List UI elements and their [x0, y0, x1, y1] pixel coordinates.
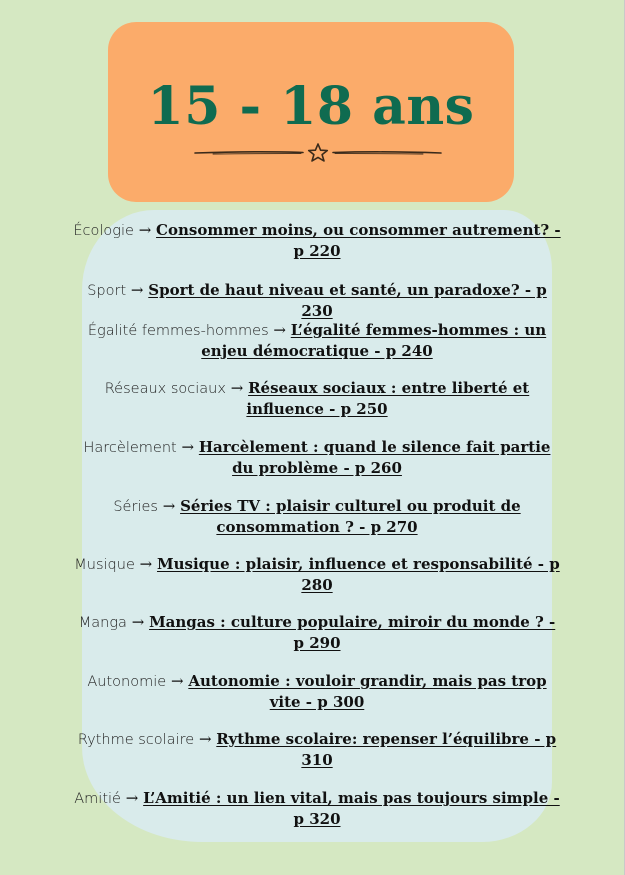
arrow-icon: →: [162, 497, 176, 515]
topic-link[interactable]: Mangas : culture populaire, miroir du monde ? - p 290: [149, 613, 556, 652]
title-banner: [108, 22, 514, 202]
page-title: 15 - 18 ans: [147, 76, 475, 137]
star-divider-icon: [193, 141, 443, 165]
list-item: [72, 496, 562, 537]
topic-link[interactable]: Musique : plaisir, influence et responsabilité - p 280: [157, 555, 560, 594]
arrow-icon: →: [131, 613, 145, 631]
list-item: [72, 671, 562, 712]
topic-label: Séries: [113, 499, 158, 515]
topic-label: Rythme scolaire: [77, 732, 195, 748]
arrow-icon: →: [125, 789, 139, 807]
topic-label: Manga: [78, 615, 127, 631]
arrow-icon: →: [138, 221, 152, 239]
topic-link[interactable]: Consommer moins, ou consommer autrement? - p 220: [156, 221, 561, 260]
topic-link[interactable]: Réseaux sociaux : entre liberté et influence - p 250: [246, 379, 530, 418]
list-item: [72, 612, 562, 653]
topic-label: Écologie: [73, 223, 134, 239]
topic-link[interactable]: Autonomie : vouloir grandir, mais pas trop vite - p 300: [188, 672, 547, 711]
list-item: [72, 378, 562, 419]
topic-label: Musique: [74, 557, 135, 573]
arrow-icon: →: [198, 730, 212, 748]
list-item: [72, 280, 562, 321]
topic-link[interactable]: L’Amitié : un lien vital, mais pas toujours simple - p 320: [143, 789, 560, 828]
list-item: [72, 437, 562, 478]
arrow-icon: →: [130, 281, 144, 299]
arrow-icon: →: [181, 438, 195, 456]
topic-label: Autonomie: [87, 674, 167, 690]
arrow-icon: →: [230, 379, 244, 397]
list-item: [72, 554, 562, 595]
arrow-icon: →: [273, 321, 286, 339]
list-item: [72, 788, 562, 829]
topic-link[interactable]: Séries TV : plaisir culturel ou produit de consommation ? - p 270: [180, 497, 521, 536]
topic-link[interactable]: L’égalité femmes-hommes : un enjeu démocratique - p 240: [201, 321, 547, 360]
topic-label: Égalité femmes-hommes: [87, 323, 269, 339]
arrow-icon: →: [139, 555, 153, 573]
topic-label: Harcèlement: [83, 440, 177, 456]
topic-label: Sport: [87, 283, 127, 299]
list-item: [72, 320, 562, 361]
topic-label: Réseaux sociaux: [104, 381, 226, 397]
arrow-icon: →: [170, 672, 184, 690]
topic-link[interactable]: Harcèlement : quand le silence fait partie du problème - p 260: [198, 438, 551, 477]
list-item: [72, 729, 562, 770]
topic-link[interactable]: Rythme scolaire: repenser l’équilibre - p 310: [216, 730, 557, 769]
list-item: [72, 220, 562, 261]
topic-label: Amitié: [74, 791, 121, 807]
topic-link[interactable]: Sport de haut niveau et santé, un paradoxe? - p 230: [148, 281, 547, 320]
